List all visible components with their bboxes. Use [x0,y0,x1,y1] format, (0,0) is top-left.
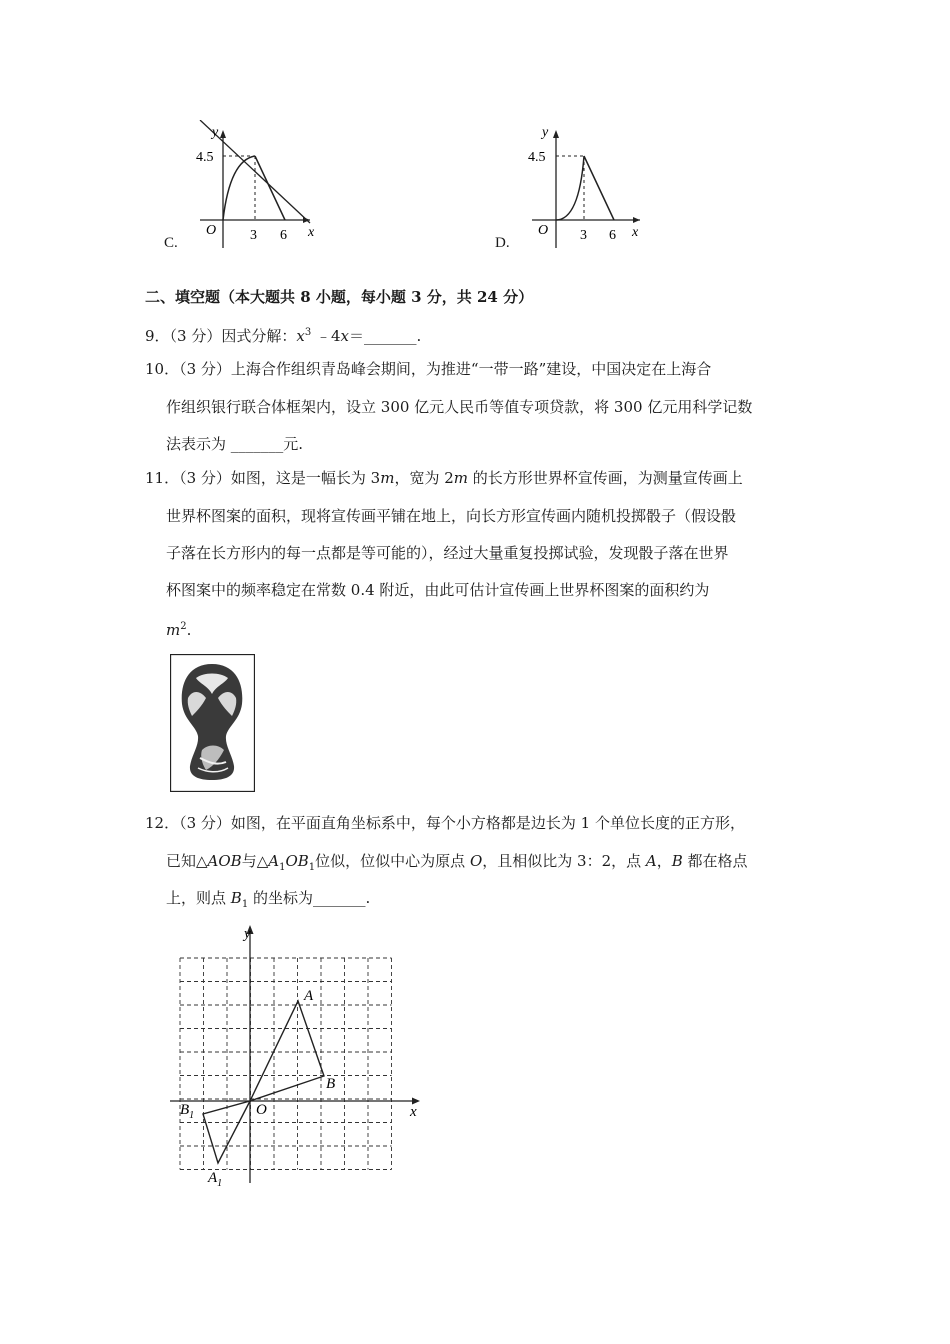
math-var: A [268,852,280,870]
x-axis-label: x [632,225,639,240]
question-11-line-4: 杯图案中的频率稳定在常数 0.4 附近，由此可估计宣传画上世界杯图案的面积约为 [166,581,710,599]
dashed-grid [180,958,392,1170]
y-tick-label: 4.5 [528,150,546,165]
y-axis-label: y [244,926,251,942]
math-text: ﹣4 [311,327,341,345]
world-cup-picture [170,654,255,792]
math-sub: 1 [308,862,316,873]
question-text: 的长方形世界杯宣传画，为测量宣传画上 [468,469,743,487]
question-text: ，宽为 2 [394,469,454,487]
math-sup: 2 [180,621,187,632]
question-number: 12． [145,814,180,832]
coordinate-grid-figure [170,918,430,1198]
point-b-label: B [326,1076,336,1092]
y-arrow-icon [553,130,559,138]
question-text: 如图，这是一幅长为 3 [230,469,381,487]
math-sup: 3 [304,327,312,338]
math-var: x [296,327,305,345]
question-text: 已知△ [166,852,208,870]
x-tick-label: 6 [280,228,287,243]
math-var: m [453,469,468,487]
origin-label: O [256,1102,267,1118]
math-var: m [166,621,181,639]
question-number: 11． [145,469,180,487]
question-10-line-3 [166,434,303,454]
question-text: 上，则点 [166,889,231,907]
question-text: 如图，在平面直角坐标系中，每个小方格都是边长为 1 个单位长度的正方形， [230,814,745,832]
question-9 [145,323,421,346]
math-var: B [671,852,683,870]
math-var: m [380,469,395,487]
math-text: ＝ [349,327,365,345]
triangle-aob [250,1001,324,1101]
point-a1-label: $A_1$ [208,1170,223,1189]
math-var: B [230,889,242,907]
question-text: 都在格点 [682,852,748,870]
point-b1-label: $B_1$ [180,1102,195,1121]
question-11-line-1 [145,468,743,488]
y-arrow-icon [220,130,226,138]
score: （3 分） [169,327,222,345]
graph-d [494,120,654,260]
x-arrow-icon [633,217,640,223]
math-var: OB [285,852,309,870]
question-10-line-1 [145,359,711,379]
y-tick-label: 4.5 [196,150,214,165]
triangle-a1ob1 [203,1101,250,1163]
x-axis-label: x [410,1104,417,1120]
math-sub: 1 [279,862,286,873]
question-number: 9． [145,327,170,345]
x-tick-label: 3 [250,228,257,243]
question-text: 上海合作组织青岛峰会期间，为推进“一带一路”建设，中国决定在上海合 [230,360,712,378]
question-11-line-2: 世界杯图案的面积，现将宣传画平铺在地上，向长方形宣传画内随机投掷骰子（假设骰 [166,507,737,525]
curve [223,156,255,220]
score: （3 分） [179,814,231,832]
y-axis-label: y [212,125,219,140]
option-d-label: D. [495,235,510,251]
punct: . [186,621,192,639]
question-11-line-3: 子落在长方形内的每一点都是等可能的），经过大量重复投掷试验，发现骰子落在世界 [166,544,729,562]
question-number: 10． [145,360,180,378]
option-c-label: C. [164,235,178,251]
answer-blank[interactable]: _______ [230,435,284,453]
question-text: 的坐标为 [248,889,313,907]
answer-blank[interactable]: _______ [312,889,366,907]
question-text: 因式分解： [221,327,297,345]
question-text: 与△ [241,852,269,870]
question-12-line-1 [145,813,745,833]
question-text: 法表示为 [166,435,231,453]
x-tick-label: 6 [609,228,616,243]
x-axis-label: x [308,225,315,240]
score: （3 分） [179,360,231,378]
math-var: A [645,852,657,870]
origin-label: O [538,223,549,238]
question-text: 元. [283,435,304,453]
question-text: 位似，位似中心为原点 [315,852,470,870]
curve [556,156,584,220]
question-text: ，且相似比为 3：2，点 [482,852,646,870]
section-heading: 二、填空题（本大题共 8 小题，每小题 3 分，共 24 分） [145,288,534,306]
punct: ， [656,852,672,870]
origin-label: O [206,223,217,238]
question-12-line-3 [166,888,370,915]
line-segment [584,156,614,220]
question-11-unit [166,617,191,640]
y-axis-label: y [542,125,549,140]
punct: . [365,889,371,907]
punct: . [416,327,422,345]
score: （3 分） [179,469,231,487]
x-tick-label: 3 [580,228,587,243]
math-var: O [469,852,483,870]
question-10-line-2: 作组织银行联合体框架内，设立 300 亿元人民币等值专项贷款，将 300 亿元用科学记数 [166,398,753,416]
line-segment [255,156,285,220]
point-a-label: A [304,988,314,1004]
math-sub: 1 [241,899,249,910]
answer-blank[interactable]: _______ [364,327,417,345]
math-var: AOB [207,852,242,870]
graph-c [160,120,320,260]
question-12-line-2 [166,851,748,878]
math-var: x [340,327,349,345]
